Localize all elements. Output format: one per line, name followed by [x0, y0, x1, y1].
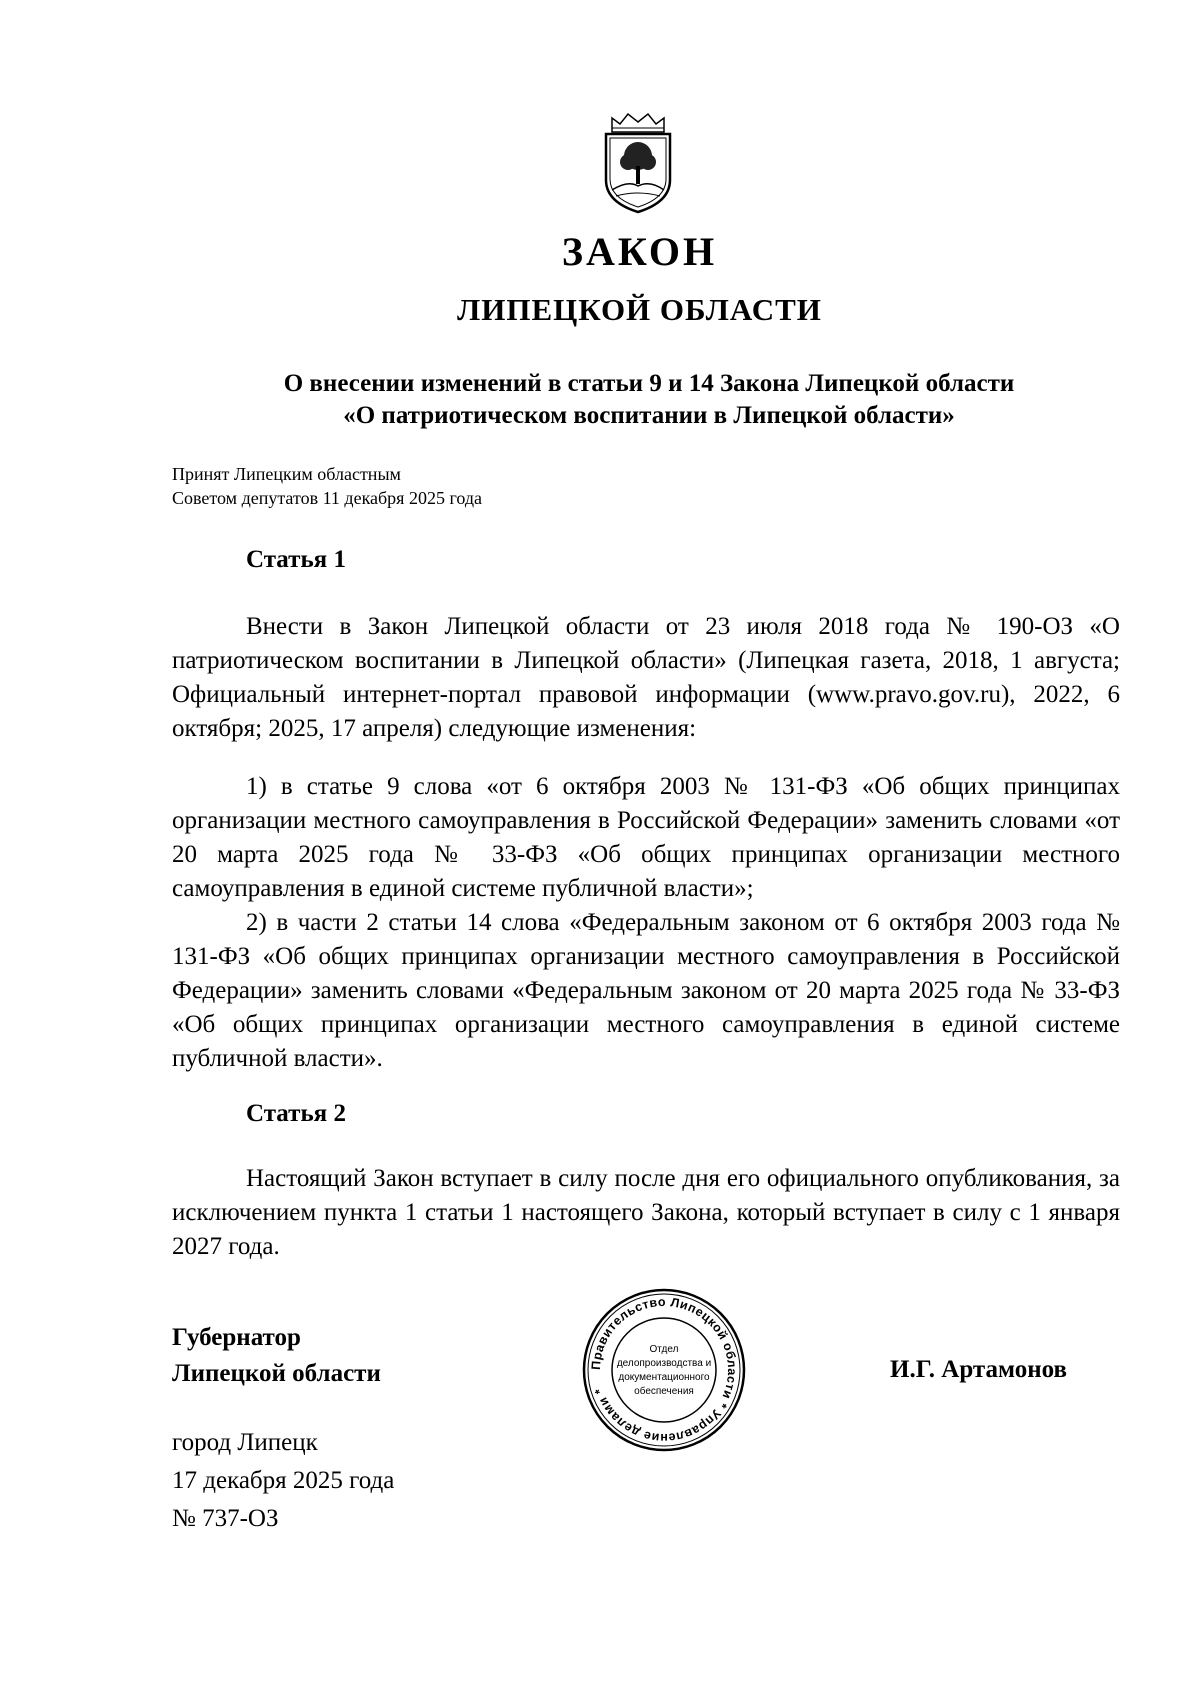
adoption-note-line2: Советом депутатов 11 декабря 2025 года [172, 488, 483, 508]
document-footer [172, 1424, 394, 1538]
article1-item1: 1) в статье 9 слова «от 6 октября 2003 № 131-ФЗ «Об общих принципах организации местного самоуправления в Российской Федерации» заменить словами «от 20 марта 2025 года № 33-ФЗ «Об общих принципах организации местного самоуправления в единой системе публичной власти»; [172, 773, 1120, 902]
article1-title: Статья 1 [246, 546, 346, 573]
adoption-note [172, 462, 482, 510]
stamp-line4: обеспечения [634, 1386, 694, 1397]
article1-intro: Внести в Закон Липецкой области от 23 июля 2018 года № 190-ОЗ «О патриотическом воспитании в Липецкой области» (Липецкая газета, 2018, 1 августа; Официальный интернет-портал правовой информации (www.pravo.gov.ru), 2022, 6 октября; 2025, 17 апреля) следующие изменения: [172, 613, 1120, 742]
stamp-line3: документационного [618, 1372, 710, 1383]
governor-position-line1: Губернатор [172, 1324, 301, 1351]
law-heading [172, 368, 1126, 432]
footer-date: 17 декабря 2025 года [172, 1467, 395, 1494]
stamp-line1: Отдел [649, 1344, 679, 1355]
governor-name: И.Г. Артамонов [890, 1356, 1067, 1383]
document-subtitle: ЛИПЕЦКОЙ ОБЛАСТИ [457, 292, 822, 327]
article1-item2: 2) в части 2 статьи 14 слова «Федеральным законом от 6 октября 2003 года № 131-ФЗ «Об общих принципах организации местного самоуправления в Российской Федерации» заменить словами «Федеральным законом от 20 марта 2025 года № 33-ФЗ «Об общих принципах организации местного самоуправления в единой системе публичной власти». [172, 909, 1120, 1072]
official-stamp [580, 1286, 748, 1454]
law-heading-line2: «О патриотическом воспитании в Липецкой области» [343, 402, 955, 429]
footer-city: город Липецк [172, 1429, 318, 1456]
footer-number: № 737-ОЗ [172, 1505, 279, 1532]
stamp-ring-text: Правительство Липецкой области * Управление делами * [588, 1294, 740, 1446]
governor-position-line2: Липецкой области [172, 1360, 381, 1387]
article2-text: Настоящий Закон вступает в силу после дня его официального опубликования, за исключением пункта 1 статьи 1 настоящего Закона, который вступает в силу с 1 января 2027 года. [172, 1165, 1120, 1260]
document-title: ЗАКОН [561, 229, 718, 274]
coat-of-arms-icon [598, 110, 678, 214]
law-heading-line1: О внесении изменений в статьи 9 и 14 Закона Липецкой области [283, 370, 1015, 397]
article2-title: Статья 2 [246, 1100, 346, 1127]
stamp-line2: делопроизводства и [616, 1358, 712, 1369]
adoption-note-line1: Принят Липецким областным [172, 464, 401, 484]
governor-position [172, 1320, 381, 1392]
